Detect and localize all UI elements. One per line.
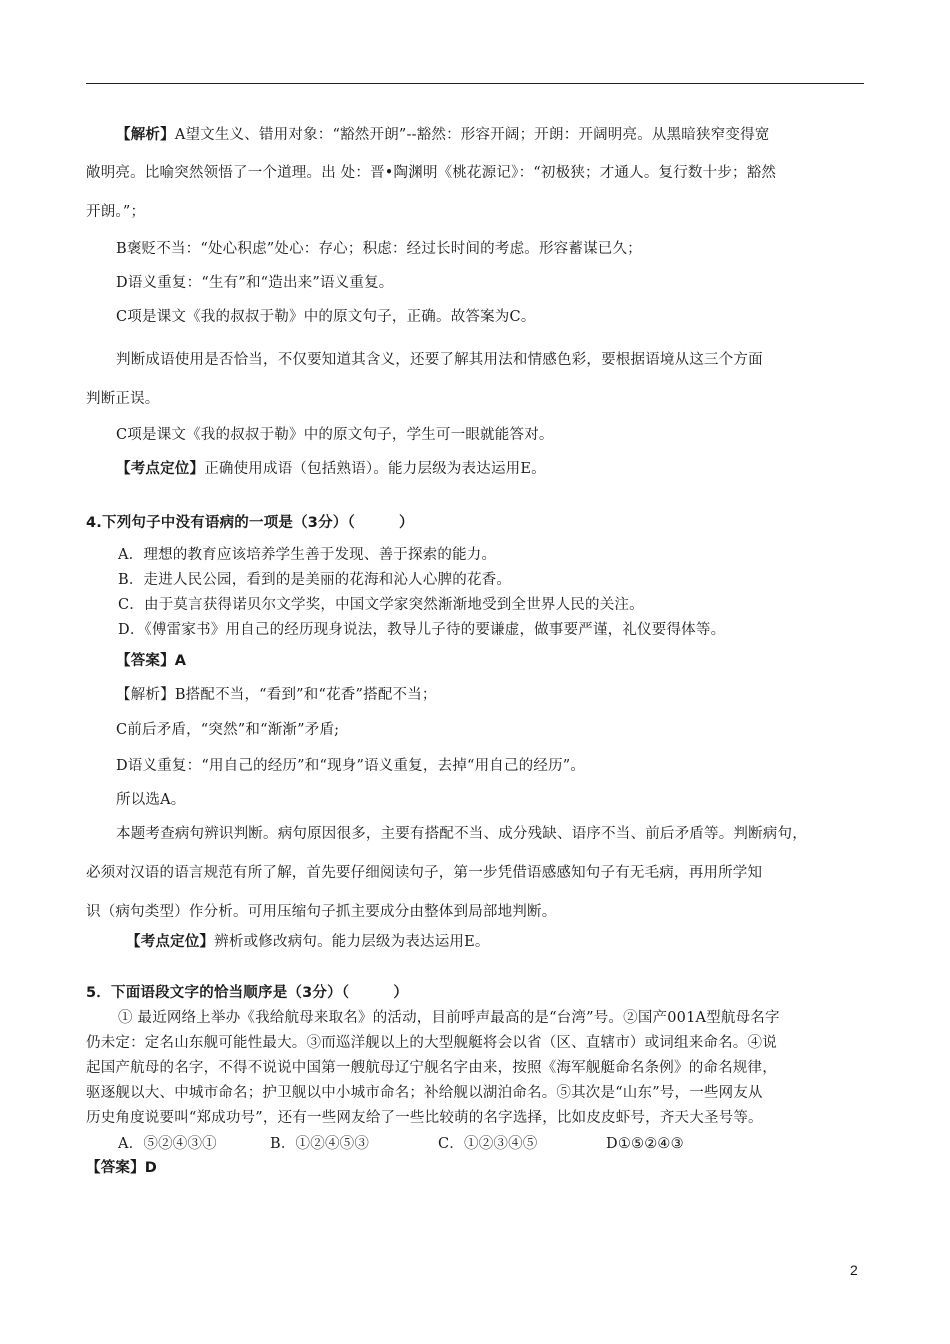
- q4-option-a: A．理想的教育应该培养学生善于发现、善于探索的能力。: [118, 547, 497, 563]
- q5-answer: 【答案】D: [86, 1160, 158, 1176]
- q5-passage-line-1: ① 最近网络上举办《我给航母来取名》的活动，目前呼声最高的是“台湾”号。②国产001A型航母名字: [118, 1010, 780, 1026]
- page-number: 2: [850, 1262, 858, 1278]
- q4-note-line-1: 本题考查病句辨识判断。病句原因很多，主要有搭配不当、成分残缺、语序不当、前后矛盾等。判断病句，: [116, 826, 807, 842]
- q3-analysis-line-1: 【解析】A望文生义、错用对象：“豁然开朗”--豁然：形容开阔；开朗：开阔明亮。从黑暗狭窄变得宽: [116, 127, 770, 143]
- q4-kaodian: 【考点定位】辨析或修改病句。能力层级为表达运用E。: [126, 934, 490, 950]
- q5-option-d: D①⑤②④③: [606, 1136, 684, 1152]
- q5-passage-line-4: 驱逐舰以大、中城市命名；护卫舰以中小城市命名；补给舰以湖泊命名。⑤其次是“山东”号，一些网友从: [86, 1085, 763, 1101]
- q5-passage-line-3: 起国产航母的名字，不得不说说中国第一艘航母辽宁舰名字由来，按照《海军舰艇命名条例》的命名规律，: [86, 1060, 777, 1076]
- analysis-label: 【解析】: [116, 127, 175, 143]
- q4-answer: 【答案】A: [116, 653, 187, 669]
- q4-analysis-b: 【解析】B搭配不当，“看到”和“花香”搭配不当；: [116, 687, 437, 703]
- q3-analysis-line-3: 开朗。”；: [86, 204, 146, 220]
- q5-option-a: A．⑤②④③①: [118, 1136, 217, 1152]
- q3-note-line-1: 判断成语使用是否恰当，不仅要知道其含义，还要了解其用法和情感色彩，要根据语境从这三个方面: [116, 352, 763, 368]
- q4-note-line-3: 识（病句类型）作分析。可用压缩句子抓主要成分由整体到局部地判断。: [86, 904, 557, 920]
- q4-option-c: C．由于莫言获得诺贝尔文学奖，中国文学家突然渐渐地受到全世界人民的关注。: [118, 597, 644, 613]
- q4-analysis-c: C前后矛盾，“突然”和“渐渐”矛盾;: [116, 722, 340, 738]
- q3-kaodian: 【考点定位】正确使用成语（包括熟语）。能力层级为表达运用E。: [116, 461, 546, 477]
- kaodian-label: 【考点定位】: [116, 461, 205, 477]
- q5-title: 5．下面语段文字的恰当顺序是（3分）（ ）: [86, 985, 409, 1001]
- q5-option-b: B．①②④⑤③: [270, 1136, 370, 1152]
- q3-note-line-2: 判断正误。: [86, 391, 160, 407]
- q3-analysis-d: D语义重复：“生有”和“造出来”语义重复。: [116, 275, 394, 291]
- q4-analysis-d: D语义重复：“用自己的经历”和“现身”语义重复，去掉“用自己的经历”。: [116, 758, 586, 774]
- q3-analysis-b: B褒贬不当：“处心积虑”处心：存心；积虑：经过长时间的考虑。形容蓄谋已久；: [116, 241, 642, 257]
- q4-option-b: B．走进人民公园，看到的是美丽的花海和沁人心脾的花香。: [118, 572, 512, 588]
- q5-option-c: C．①②③④⑤: [438, 1136, 538, 1152]
- q5-passage-line-5: 历史角度说要叫“郑成功号”，还有一些网友给了一些比较萌的名字选择，比如皮皮虾号，齐天大圣号等。: [86, 1110, 763, 1126]
- q5-passage-line-2: 仍未定：定名山东舰可能性最大。③而巡洋舰以上的大型舰艇将会以省（区、直辖市）或词组来命名。④说: [86, 1035, 777, 1051]
- header-rule: [86, 83, 864, 84]
- q4-title: 4.下列句子中没有语病的一项是（3分）（ ）: [86, 515, 414, 531]
- q4-note-line-2: 必须对汉语的语言规范有所了解，首先要仔细阅读句子，第一步凭借语感感知句子有无毛病，再用所学知: [86, 865, 763, 881]
- q3-analysis-c: C项是课文《我的叔叔于勒》中的原文句子，正确。故答案为C。: [116, 309, 536, 325]
- q4-option-d: D．《傅雷家书》用自己的经历现身说法，教导儿子待的要谦虚，做事要严谨，礼仪要得体等。: [118, 622, 726, 638]
- q3-analysis-c2: C项是课文《我的叔叔于勒》中的原文句子，学生可一眼就能答对。: [116, 427, 554, 443]
- q3-analysis-line-2: 敞明亮。比喻突然领悟了一个道理。出 处：晋•陶渊明《桃花源记》：“初极狭；才通人。复行数十步；豁然: [86, 165, 777, 181]
- q4-select: 所以选A。: [116, 792, 186, 808]
